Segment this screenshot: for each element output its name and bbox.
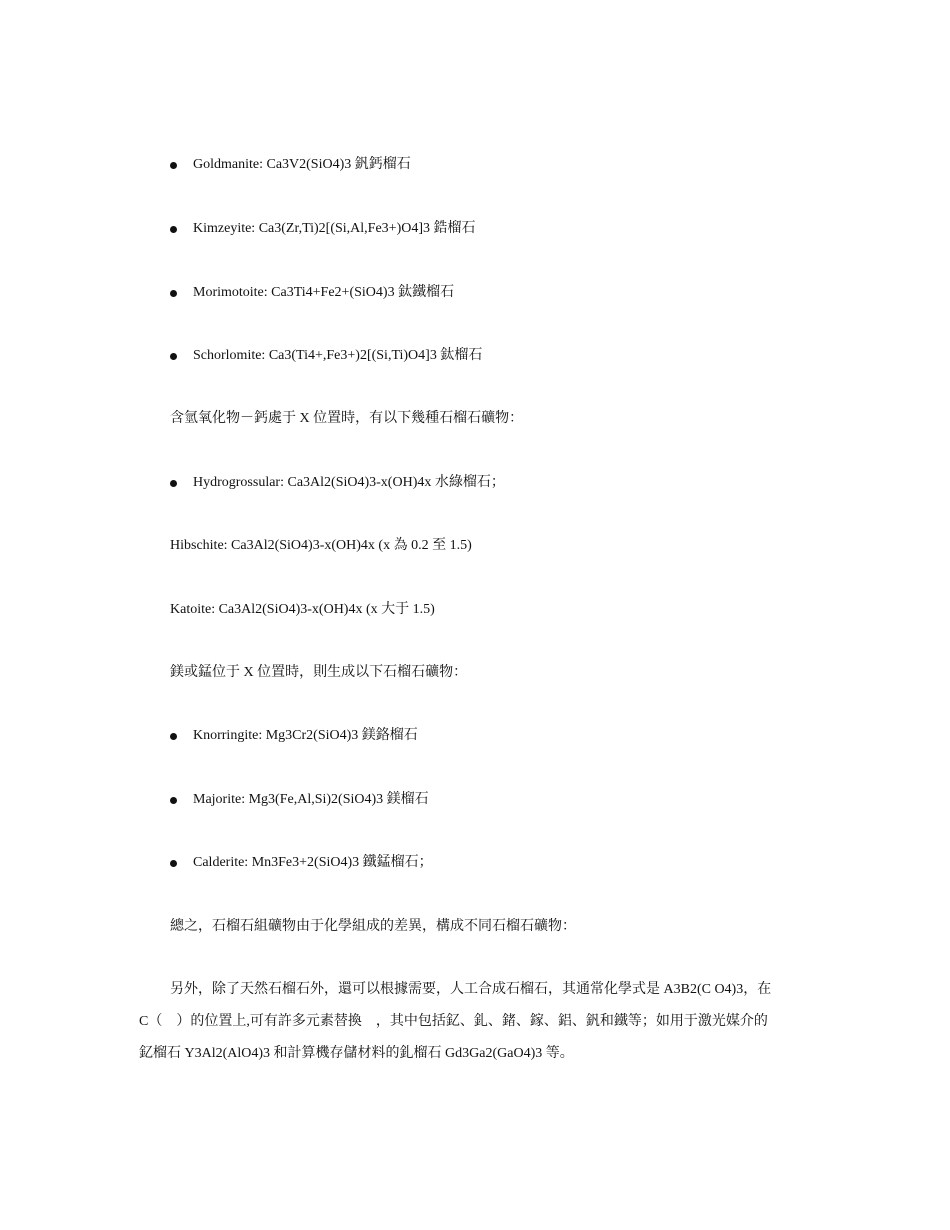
list-item-hydrogrossular: Hydrogrossular: Ca3Al2(SiO4)3-x(OH)4x 水綠榴石； [193,475,505,490]
bullet-dot [170,226,177,233]
bullet-dot [170,162,177,169]
bullet-dot [170,290,177,297]
summary-text: 總之，石榴石組礦物由于化學組成的差異，構成不同石榴石礦物： [170,919,576,934]
paragraph-line-2: C（ ）的位置上,可有許多元素替換 ，其中包括釔、釓、鍺、鎵、鋁、釩和鐵等；如用于激光媒介的 [139,1014,768,1029]
list-item-calderite: Calderite: Mn3Fe3+2(SiO4)3 鐵錳榴石； [193,855,433,870]
paragraph-line-1: 另外，除了天然石榴石外，還可以根據需要，人工合成石榴石，其通常化學式是 A3B2(C O4)3，在 [170,982,772,997]
hibschite-text: Hibschite: Ca3Al2(SiO4)3-x(OH)4x (x 為 0.2 至 1.5) [170,538,472,553]
bullet-dot [170,860,177,867]
list-item-schorlomite: Schorlomite: Ca3(Ti4+,Fe3+)2[(Si,Ti)O4]3 鈦榴石 [193,348,483,363]
paragraph-line-3: 釔榴石 Y3Al2(AlO4)3 和計算機存儲材料的釓榴石 Gd3Ga2(GaO4)3 等。 [139,1046,574,1061]
bullet-dot [170,353,177,360]
katoite-text: Katoite: Ca3Al2(SiO4)3-x(OH)4x (x 大于 1.5) [170,602,435,617]
list-item-majorite: Majorite: Mg3(Fe,Al,Si)2(SiO4)3 鎂榴石 [193,792,429,807]
list-item-goldmanite: Goldmanite: Ca3V2(SiO4)3 釩鈣榴石 [193,157,411,172]
list-item-kimzeyite: Kimzeyite: Ca3(Zr,Ti)2[(Si,Al,Fe3+)O4]3 鋯榴石 [193,221,476,236]
bullet-dot [170,733,177,740]
bullet-dot [170,480,177,487]
list-item-morimotoite: Morimotoite: Ca3Ti4+Fe2+(SiO4)3 鈦鐵榴石 [193,285,455,300]
mg-mn-intro-text: 鎂或錳位于 X 位置時，則生成以下石榴石礦物： [170,665,468,680]
list-item-knorringite: Knorringite: Mg3Cr2(SiO4)3 鎂鉻榴石 [193,728,418,743]
bullet-dot [170,797,177,804]
hydroxide-intro-text: 含氫氧化物－鈣處于 X 位置時，有以下幾種石榴石礦物： [170,411,524,426]
